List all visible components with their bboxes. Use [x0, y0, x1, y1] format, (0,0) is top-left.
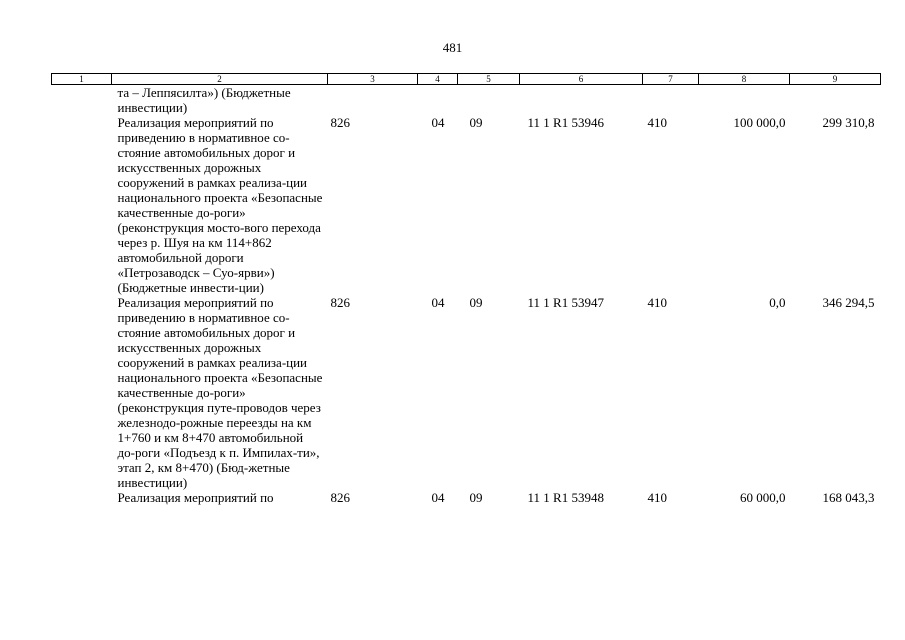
column-header-6: 6	[520, 74, 643, 85]
table-row	[52, 115, 881, 295]
cell-amount-1: 60 000,0	[740, 490, 786, 505]
budget-table	[51, 73, 881, 505]
cell-subsection: 09	[469, 490, 483, 505]
cell-target-code: 11 1 R1 53947	[527, 295, 604, 310]
row-description: та – Леппясилта») (Бюджетные инвестиции)	[117, 85, 291, 115]
cell-expense-type: 410	[647, 295, 667, 310]
cell-amount-1	[699, 85, 790, 116]
row-description: Реализация мероприятий по приведению в нормативное со-стояние автомобильных дорог и искусственных дорожных сооружений в рамках реализа-ции национального проекта «Безопасные качественные до-роги» (реконструкция путе-проводов через железнодо-рожные переезды на км 1+760 и км 8+470 автомобильной до-роги «Подъезд к п. Импилах-ти», этап 2, км 8+470) (Бюд-жетные инвестиции)	[117, 295, 323, 490]
row-description: Реализация мероприятий по	[117, 490, 274, 505]
cell-target-code: 11 1 R1 53948	[527, 490, 604, 505]
cell-subsection	[458, 85, 520, 116]
cell-ministry-code: 826	[330, 490, 350, 505]
column-header-4: 4	[418, 74, 458, 85]
column-header-9: 9	[790, 74, 881, 85]
column-header-7: 7	[643, 74, 699, 85]
cell-section: 04	[431, 295, 445, 310]
table-row	[52, 85, 881, 116]
cell-empty	[52, 490, 112, 505]
cell-target-code	[520, 85, 643, 116]
cell-expense-type: 410	[647, 115, 667, 130]
cell-subsection: 09	[469, 115, 483, 130]
cell-ministry-code: 826	[330, 115, 350, 130]
cell-ministry-code: 826	[330, 295, 350, 310]
cell-ministry-code	[328, 85, 418, 116]
table-row	[52, 295, 881, 490]
column-header-1: 1	[52, 74, 112, 85]
cell-amount-2: 168 043,3	[822, 490, 875, 505]
cell-amount-2: 346 294,5	[822, 295, 875, 310]
cell-amount-2	[790, 85, 881, 116]
table-row	[52, 490, 881, 505]
column-number-row	[52, 74, 881, 85]
cell-empty	[52, 115, 112, 295]
cell-expense-type: 410	[647, 490, 667, 505]
cell-empty	[52, 295, 112, 490]
cell-empty	[52, 85, 112, 116]
cell-section	[418, 85, 458, 116]
cell-target-code: 11 1 R1 53946	[527, 115, 604, 130]
column-header-2: 2	[112, 74, 328, 85]
column-header-5: 5	[458, 74, 520, 85]
cell-section: 04	[431, 115, 445, 130]
page-number: 481	[442, 40, 463, 55]
cell-amount-2: 299 310,8	[822, 115, 875, 130]
cell-expense-type	[643, 85, 699, 116]
column-header-8: 8	[699, 74, 790, 85]
cell-section: 04	[431, 490, 445, 505]
cell-amount-1: 0,0	[769, 295, 786, 310]
cell-subsection: 09	[469, 295, 483, 310]
column-header-3: 3	[328, 74, 418, 85]
cell-amount-1: 100 000,0	[733, 115, 786, 130]
row-description: Реализация мероприятий по приведению в нормативное со-стояние автомобильных дорог и искусственных дорожных сооружений в рамках реализа-ции национального проекта «Безопасные качественные до-роги» (реконструкция мосто-вого перехода через р. Шуя на км 114+862 автомобильной дороги «Петрозаводск – Суо-ярви») (Бюджетные инвести-ции)	[117, 115, 323, 295]
